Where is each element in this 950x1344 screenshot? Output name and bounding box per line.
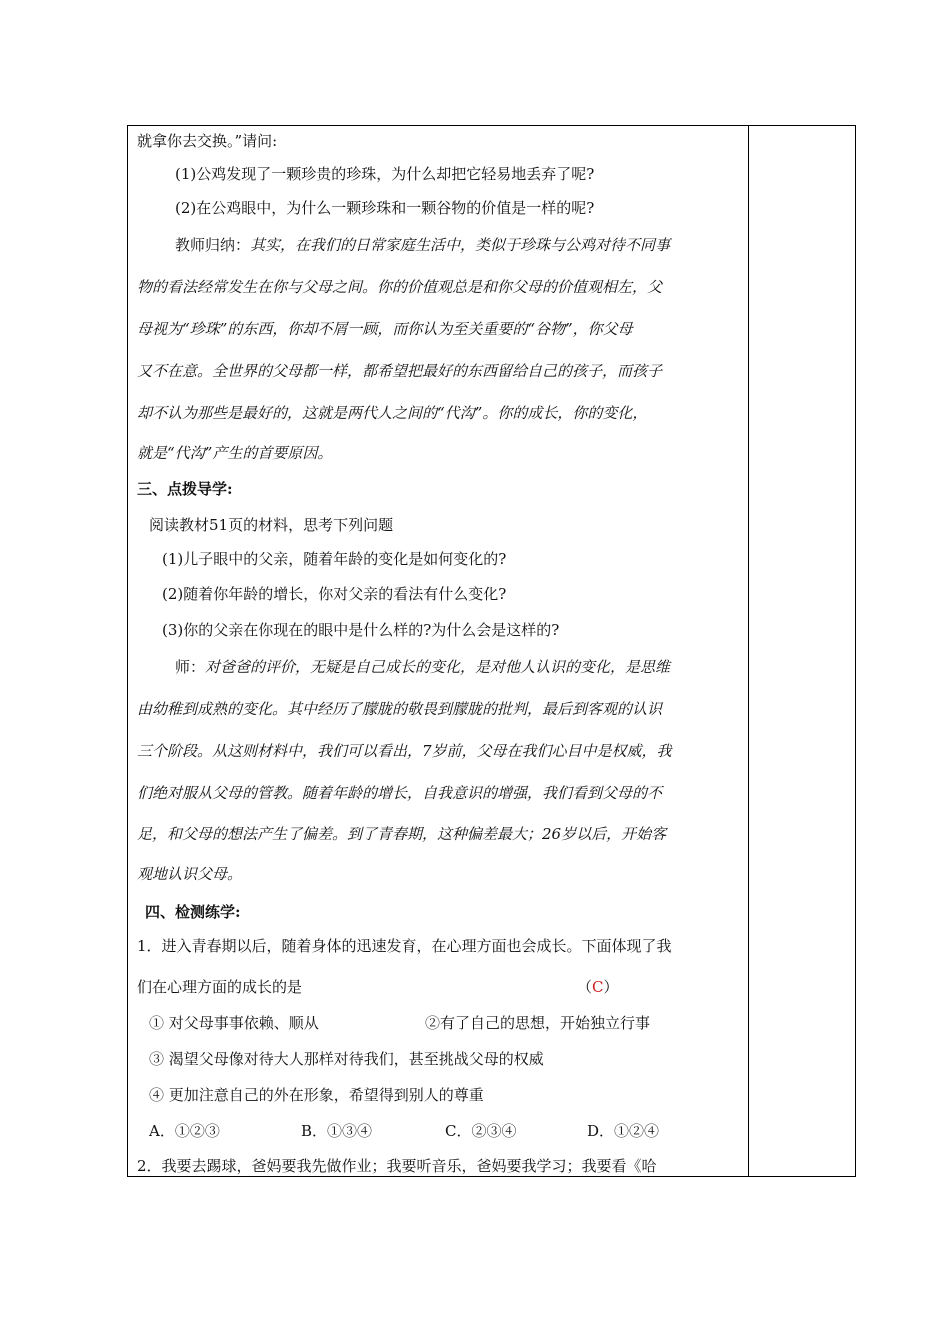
choice-b: B．①③④	[301, 1122, 373, 1140]
teacher-line: 们绝对服从父母的管教。随着年龄的增长，自我意识的增强，我们看到父母的不	[137, 784, 663, 802]
paren-open: （	[577, 978, 593, 996]
paren-close: ）	[603, 978, 619, 996]
teacher-text: 对爸爸的评价，无疑是自己成长的变化，是对他人认识的变化，是思维	[205, 658, 671, 676]
teacher-first-line	[175, 657, 670, 677]
summary-line: 物的看法经常发生在你与父母之间。你的价值观总是和你父母的价值观相左，父	[137, 278, 663, 296]
summary-first-line	[175, 235, 670, 255]
lesson-table	[127, 125, 856, 1177]
option-4: ④ 更加注意自己的外在形象，希望得到别人的尊重	[149, 1086, 484, 1104]
teacher-line: 足，和父母的想法产生了偏差。到了青春期，这种偏差最大；26岁以后，开始客	[137, 825, 667, 843]
teacher-line: 由幼稚到成熟的变化。其中经历了朦胧的敬畏到朦胧的批判，最后到客观的认识	[137, 700, 663, 718]
column-divider	[748, 126, 749, 1176]
question-3: (3)你的父亲在你现在的眼中是什么样的?为什么会是这样的?	[162, 621, 560, 639]
summary-line: 又不在意。全世界的父母都一样，都希望把最好的东西留给自己的孩子，而孩子	[137, 362, 663, 380]
summary-text: 其实，在我们的日常家庭生活中，类似于珍珠与公鸡对待不同事	[250, 236, 671, 254]
teacher-line: 三个阶段。从这则材料中，我们可以看出，7岁前，父母在我们心目中是权威，我	[137, 742, 672, 760]
answer-letter: C	[592, 978, 604, 996]
exercise-2-line: 2．我要去踢球，爸妈要我先做作业；我要听音乐，爸妈要我学习；我要看《哈	[137, 1157, 657, 1175]
intro-line: 就拿你去交换。”请问:	[137, 132, 278, 150]
teacher-line: 观地认识父母。	[137, 865, 243, 883]
choice-d: D．①②④	[587, 1122, 660, 1140]
question-1: (1)公鸡发现了一颗珍贵的珍珠，为什么却把它轻易地丢弃了呢?	[175, 165, 595, 183]
exercise-1-line: 1．进入青春期以后，随着身体的迅速发育，在心理方面也会成长。下面体现了我	[137, 937, 672, 955]
teacher-label: 师：	[175, 658, 206, 676]
summary-line: 却不认为那些是最好的，这就是两代人之间的“代沟”。你的成长，你的变化，	[137, 404, 648, 422]
option-2: ②有了自己的思想，开始独立行事	[425, 1014, 651, 1032]
summary-line: 母视为“珍珠”的东西，你却不屑一顾，而你认为至关重要的“谷物”，你父母	[137, 320, 633, 338]
choice-c: C．②③④	[445, 1122, 517, 1140]
option-3: ③ 渴望父母像对待大人那样对待我们，甚至挑战父母的权威	[149, 1050, 544, 1068]
question-1: (1)儿子眼中的父亲，随着年龄的变化是如何变化的?	[162, 550, 507, 568]
answer-bracket	[577, 977, 619, 997]
summary-label: 教师归纳：	[175, 236, 251, 254]
question-2: (2)在公鸡眼中，为什么一颗珍珠和一颗谷物的价值是一样的呢?	[175, 199, 595, 217]
exercise-1-line: 们在心理方面的成长的是	[137, 978, 303, 996]
question-2: (2)随着你年龄的增长，你对父亲的看法有什么变化?	[162, 585, 507, 603]
summary-line: 就是“代沟”产生的首要原因。	[137, 444, 333, 462]
option-1: ① 对父母事事依赖、顺从	[149, 1014, 319, 1032]
choice-a: A．①②③	[149, 1122, 220, 1140]
section3-heading: 三、点拨导学:	[137, 480, 233, 498]
reading-prompt: 阅读教材51页的材料，思考下列问题	[149, 516, 394, 534]
section4-heading: 四、检测练学:	[145, 903, 241, 921]
